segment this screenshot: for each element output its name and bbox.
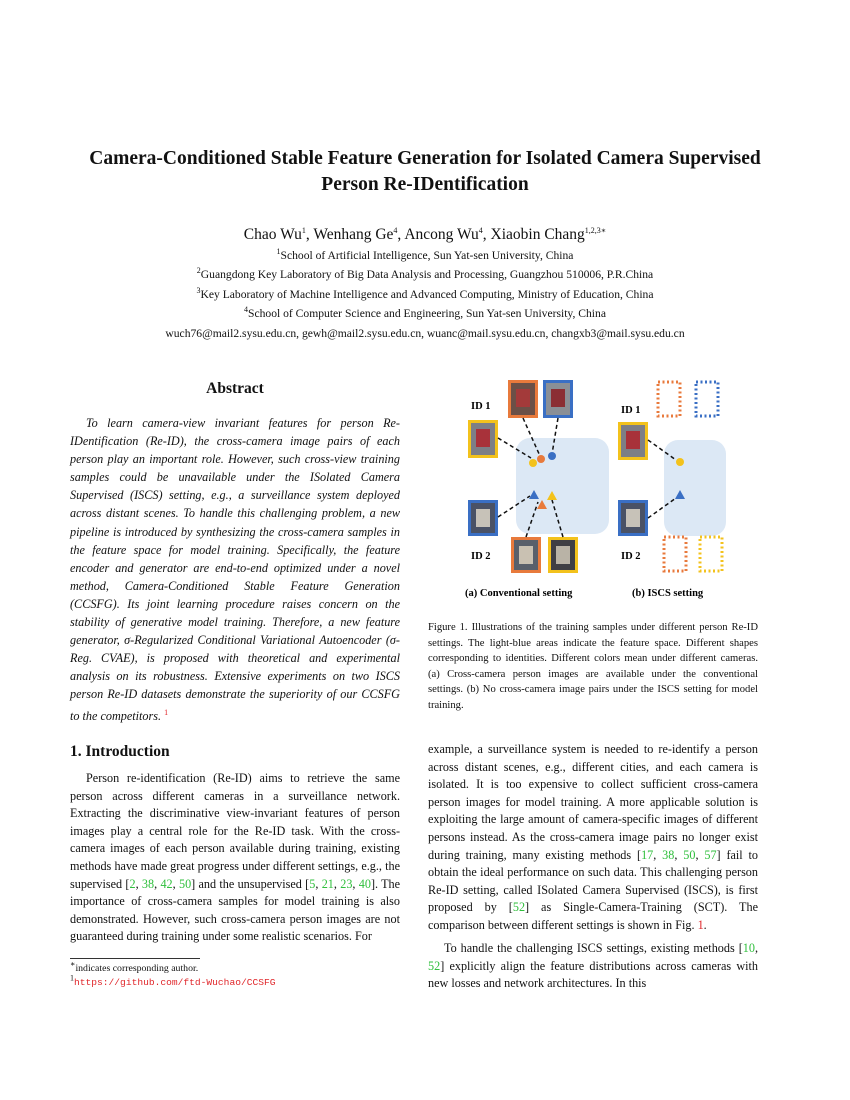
- person-image-tile: [548, 537, 578, 573]
- aff-text: School of Artificial Intelligence, Sun Yat-sen University, China: [280, 249, 574, 262]
- feature-space-b: [664, 440, 726, 536]
- figure-1: [428, 372, 758, 604]
- abstract-body: [70, 414, 400, 725]
- email-list: wuch76@mail2.sysu.edu.cn, gewh@mail2.sysu.edu.cn, wuanc@mail.sysu.edu.cn, changxb3@mail.sysu.edu.cn: [165, 327, 685, 340]
- author-sup: 1,2,3∗: [584, 225, 607, 235]
- aff-sup: 1: [276, 247, 281, 257]
- footnote-text: indicates corresponding author.: [75, 963, 199, 974]
- person-image-tile: [511, 537, 541, 573]
- intro-paragraph-1: Person re-identification (Re-ID) aims to retrieve the same person across different cameras in a surveillance network. Extracting the discriminative view-invariant features of person images play a central role for the Re-ID task. With the cross-camera images of each person available during training, existing methods have made great progress under different settings, e.g., the supervised [2, 38, 42, 50] and the unsupervised [5, 21, 23, 40]. The importance of cross-camera samples for model training is also demonstrated. However, such cross-camera person images are not guaranteed during training under some realistic scenarios. For: [70, 771, 401, 944]
- feature-point-yellow: [676, 458, 684, 466]
- title-line-2: Person Re-IDentification: [321, 174, 529, 195]
- citation-link[interactable]: 38: [141, 876, 155, 891]
- intro-heading: 1. Introduction: [70, 743, 170, 760]
- citation-link[interactable]: 17: [641, 847, 654, 862]
- citation-link[interactable]: 52: [428, 958, 441, 973]
- text-run: ] and the unsupervised [: [191, 876, 310, 891]
- intro-paragraph-2: example, a surveillance system is needed to re-identify a person across distant scenes, e.g., different cities, and each camera is isolated. It is too expensive to collect sufficient cross-camera person images for model training. A more applicable solution is exploiting the large amount of camera-specific images of different persons instead. As the cross-camera image pairs no longer exist during training, many existing methods [17, 38, 50, 57] fail to obtain the ideal performance on such data. This challenging person Re-ID setting, called ISolated Camera Supervised (ISCS), is first proposed by [52] as Single-Camera-Training (SCT). The comparison between different settings is shown in Fig. 1.: [428, 742, 759, 932]
- author-name: Xiaobin Chang: [490, 226, 585, 243]
- id1-label-b: ID 1: [621, 405, 641, 416]
- abstract-heading: Abstract: [206, 380, 264, 397]
- missing-image-tile: [658, 382, 680, 416]
- affiliation-2: [50, 268, 800, 282]
- author-name: Ancong Wu: [404, 226, 479, 243]
- footnote-mark: ∗: [70, 959, 76, 969]
- citation-link[interactable]: 57: [704, 847, 717, 862]
- citation-link[interactable]: 52: [512, 900, 526, 915]
- person-image-tile: [468, 500, 498, 536]
- intro-paragraph-3: To handle the challenging ISCS settings, existing methods [10, 52] explicitly align the feature distributions across cameras with new losses and network architectures. In this: [428, 941, 758, 991]
- text-run: ] fail to obtain the ideal performance on such data. This challenging person Re-ID setting, called ISolated Camera Supervised (ISCS), is first proposed by [: [428, 847, 759, 915]
- author-name: Wenhang Ge: [313, 226, 394, 243]
- text-run: ]. The importance of cross-camera samples for model training is also demonstrated. However, such cross-camera person images are not guaranteed during training under some realistic scenarios. For: [70, 876, 401, 944]
- missing-image-tile: [700, 537, 722, 571]
- figure-caption: Figure 1. Illustrations of the training samples under different person Re-ID settings. The light-blue areas indicate the feature space. Different shapes corresponding to identities. Different colors mean under different cameras. (a) Cross-camera person images are available under the conventional settings. (b) No cross-camera image pairs under the ISCS setting for model training.: [428, 622, 758, 711]
- github-link[interactable]: https://github.com/ftd-Wuchao/CCSFG: [74, 977, 276, 988]
- id2-label-b: ID 2: [621, 551, 641, 562]
- panel-b-label: (b) ISCS setting: [632, 588, 704, 599]
- aff-sup: 4: [244, 305, 249, 315]
- author-list: Chao Wu$^1$, Wenhang Ge$^4$, Ancong Wu$^4$, Xiaobin Chang$^{1,2,3∗}$: [243, 225, 607, 243]
- text-run: ] as Single-Camera-Training (SCT). The comparison between different settings is shown in Fig.: [428, 900, 758, 932]
- panel-a-label: (a) Conventional setting: [465, 588, 573, 599]
- citation-link[interactable]: 50: [178, 876, 192, 891]
- abstract-text: To learn camera-view invariant features for person Re-IDentification (Re-ID), the cross-camera image pairs of each person play an important role. However, such cross-view training samples could be unavailable under the ISolated Camera Supervised (ISCS) setting, e.g., a surveillance system deployed across distant scenes. To handle this challenging problem, a new pipeline is introduced by synthesizing the cross-camera samples in the feature space for model training. Specifically, the feature encoder and generator are end-to-end optimized under a novel method, Camera-Conditioned Stable Feature Generation (CCSFG). Its joint learning procedure raises concern on the stability of generative model training. Therefore, a new feature generator, σ-Regularized Conditional Variational Autoencoder (σ-Reg. CVAE), is proposed with theoretical and experimental analysis on its robustness. Extensive experiments on two ISCS person Re-ID datasets demonstrate the superiority of our CCSFG to the competitors.: [70, 416, 400, 723]
- text-run: To handle the challenging ISCS settings, existing methods [: [444, 941, 743, 955]
- text-run: example, a surveillance system is needed to re-identify a person across distant scenes, e.g., different cities, and each camera is isolated. It is too expensive to collect sufficient cross-camera person images for model training. A more applicable solution is exploiting the large amount of camera-specific images of different persons instead. As the cross-camera image pairs no longer exist during training, many existing methods [: [428, 742, 758, 862]
- person-image-tile: [468, 420, 498, 458]
- aff-text: School of Computer Science and Engineering, Sun Yat-sen University, China: [248, 307, 606, 320]
- citation-link[interactable]: 38: [662, 847, 675, 862]
- feature-point-blue: [548, 452, 556, 460]
- missing-image-tile: [696, 382, 718, 416]
- author-sup: 4: [393, 225, 398, 235]
- author-name: Chao Wu: [243, 226, 302, 243]
- citation-link[interactable]: 40: [358, 876, 371, 891]
- person-image-tile: [543, 380, 573, 418]
- footnote-rule: [70, 958, 200, 959]
- footnote-ref[interactable]: 1: [164, 707, 169, 717]
- citation-link[interactable]: 50: [683, 847, 696, 862]
- citation-link[interactable]: 21: [321, 876, 334, 891]
- feature-point-yellow: [529, 459, 537, 467]
- person-image-tile: [508, 380, 538, 418]
- author-sup: 1: [301, 225, 306, 235]
- person-image-tile: [618, 500, 648, 536]
- affiliation-3: [50, 288, 800, 302]
- feature-space-a: [516, 438, 609, 534]
- title-line-1: Camera-Conditioned Stable Feature Generation for Isolated Camera Supervised: [89, 148, 761, 169]
- affiliation-1: [50, 249, 800, 263]
- citation-link[interactable]: 10: [742, 941, 755, 955]
- citation-link[interactable]: 5: [309, 876, 316, 891]
- aff-sup: 2: [196, 266, 201, 276]
- aff-text: Guangdong Key Laboratory of Big Data Analysis and Processing, Guangzhou 510006, P.R.China: [200, 268, 654, 281]
- footnote-mark: 1: [70, 973, 74, 983]
- text-run: Person re-identification (Re-ID) aims to retrieve the same person across different cameras in a surveillance network. Extracting the discriminative view-invariant features of person images play a central role for the Re-ID task. With the cross-camera images of each person available during training, existing methods have made great progress under different settings, e.g., the supervised [: [70, 771, 400, 891]
- figure-ref-link[interactable]: 1: [697, 917, 704, 932]
- citation-link[interactable]: 23: [340, 876, 353, 891]
- citation-link[interactable]: 42: [160, 876, 173, 891]
- aff-text: Key Laboratory of Machine Intelligence and Advanced Computing, Ministry of Education, China: [200, 288, 654, 301]
- text-run: ] explicitly align the feature distributions across cameras with new losses and network architectures. In this: [428, 958, 758, 991]
- footnote-1: [70, 959, 199, 974]
- footnote-2: [70, 973, 276, 988]
- aff-sup: 3: [196, 286, 201, 296]
- citation-link[interactable]: 2: [129, 876, 136, 891]
- affiliation-4: [50, 307, 800, 321]
- id1-label-a: ID 1: [471, 401, 491, 412]
- missing-image-tile: [664, 537, 686, 571]
- author-sup: 4: [478, 225, 483, 235]
- feature-point-orange: [537, 455, 545, 463]
- person-image-tile: [618, 422, 648, 460]
- figure-svg: [428, 372, 758, 604]
- paper-title: [50, 146, 800, 198]
- id2-label-a: ID 2: [471, 551, 491, 562]
- text-run: .: [703, 917, 707, 932]
